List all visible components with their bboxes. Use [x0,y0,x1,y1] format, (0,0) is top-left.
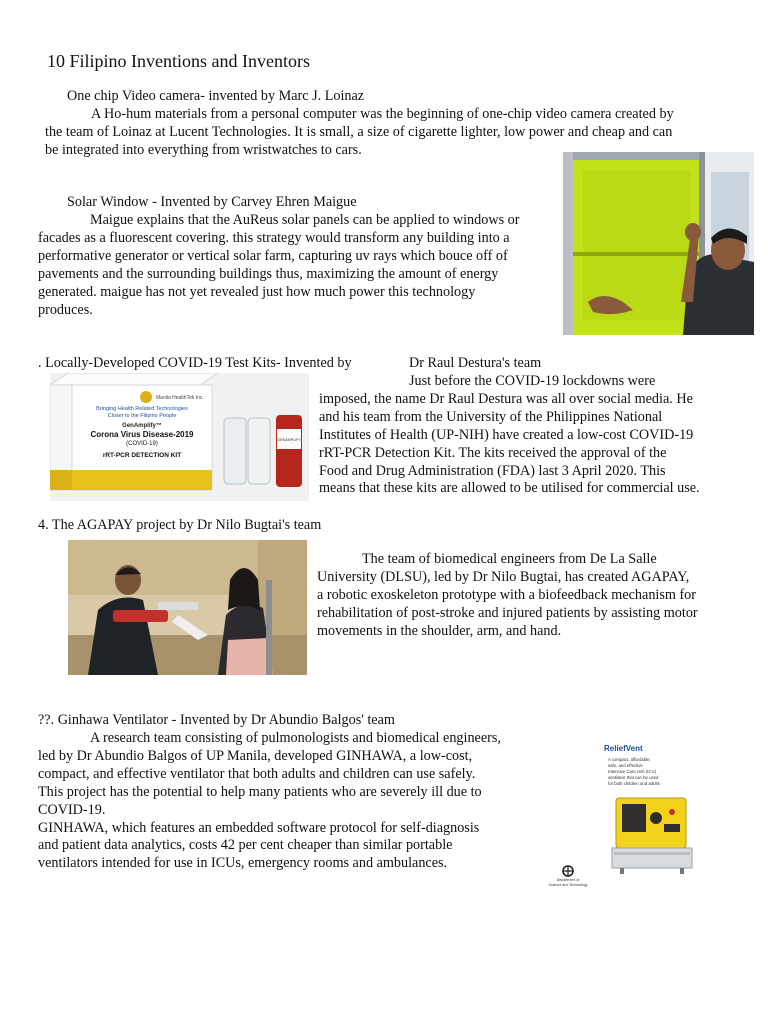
body-line: be integrated into everything from wristwatches to cars. [45,141,362,158]
agapay-exoskeleton-photo [68,540,307,675]
body-line: facades as a fluorescent covering. this strategy would transform any building into a [38,229,510,246]
body-line: movements in the shoulder, arm, and hand. [317,622,562,639]
body-line: led by Dr Abundio Balgos of UP Manila, developed GINHAWA, a low-cost, [38,747,473,764]
ventilator-feature-line: A compact, affordable, [608,757,651,762]
body-line: Food and Drug Administration (FDA) last 3 April 2020. This [319,462,666,479]
ventilator-brand: ReliefVent [604,744,643,753]
body-line: the team of Loinaz at Lucent Technologies. It is small, a size of cigarette lighter, low power and cheap and can [45,123,673,140]
body-line: Maigue explains that the AuReus solar panels can be applied to windows or [90,212,520,228]
section-2-body [38,212,519,319]
body-line: and his team from the University of the Philippines National [319,408,663,425]
covid-test-kit-photo [50,373,309,501]
kit-disease-code: (COVID-19) [126,441,158,447]
ventilator-feature-line: Intensive Care Unit (ICU) [608,769,656,774]
page-title: 10 Filipino Inventions and Inventors [47,51,310,71]
body-line: generated. maigue has not yet revealed just how much power this technology [38,283,476,300]
body-line: Just before the COVID-19 lockdowns were [409,373,656,389]
section-5-heading: ??. Ginhawa Ventilator - Invented by Dr Abundio Balgos' team [38,712,395,728]
body-line: A research team consisting of pulmonologists and biomedical engineers, [90,730,501,746]
kit-tagline-line: Closer to the Filipino People [107,413,177,419]
kit-product-name: GenAmplify™ [122,423,162,429]
body-line: performative generator or vertical solar farm, capturing uv rays which bouce off of [38,247,508,264]
section-3-heading-team: Dr Raul Destura's team [409,355,542,371]
body-line: and patient data analytics, costs 42 per cent cheaper than similar portable [38,837,453,854]
body-line: COVID-19. [38,801,106,818]
section-3-body [319,373,700,498]
ventilator-ad-image [600,740,712,888]
tube-label-text: GENAMPLIFY [277,438,301,442]
body-line: GINHAWA, which features an embedded software protocol for self-diagnosis [38,819,480,836]
section-1-heading: One chip Video camera- invented by Marc J. Loinaz [67,88,365,104]
body-line: A Ho-hum materials from a personal computer was the beginning of one-chip video camera created by [91,106,674,122]
body-line: a robotic exoskeleton prototype with a biofeedback mechanism for [317,586,696,603]
body-line: University (DLSU), led by Dr Nilo Bugtai, has created AGAPAY, [317,568,690,585]
ventilator-feature-line: safe, and effective [608,763,643,768]
body-line: pavements and the surrounding buildings thus, maximizing the amount of energy [38,265,499,282]
kit-type-label: rRT-PCR DETECTION KIT [102,452,182,459]
body-line: ventilators intended for use in ICUs, emergency rooms and ambulances. [38,855,448,872]
section-3-heading: . Locally-Developed COVID-19 Test Kits- Invented by [38,355,352,371]
dost-org-line: Department of [556,878,580,882]
dost-org-line: Science and Technology [548,883,588,887]
section-2-heading: Solar Window - Invented by Carvey Ehren Maigue [67,194,357,210]
section-4-heading: 4. The AGAPAY project by Dr Nilo Bugtai's team [38,517,322,533]
ventilator-feature-line: for both children and adults [608,781,660,786]
section-5-body [38,730,501,873]
section-4-body [317,551,698,641]
ventilator-feature-line: ventilator that can be used [608,775,659,780]
body-line: means that these kits are allowed to be utilised for commercial use. [319,480,700,497]
body-line: imposed, the name Dr Raul Destura was all over social media. He [319,390,693,407]
body-line: This project has the potential to help many patients who are severely ill due to [38,783,482,800]
kit-brand-text: Manila HealthTek Inc. [156,395,204,401]
body-line: rehabilitation of post-stroke and injured patients by assisting motor [317,604,698,621]
body-line: The team of biomedical engineers from De La Salle [362,551,657,567]
body-line: produces. [38,301,93,318]
kit-disease-name: Corona Virus Disease-2019 [90,430,194,439]
body-line: Institutes of Health (UP-NIH) have created a low-cost COVID-19 [319,426,694,443]
body-line: rRT-PCR Detection Kit. The kits received the approval of the [319,444,667,461]
solar-window-photo [563,152,754,335]
kit-tagline-line: Bringing Health Related Technologies [96,406,188,412]
body-line: compact, and effective ventilator that both adults and children can use safely. [38,765,476,782]
dost-logo [548,864,592,888]
